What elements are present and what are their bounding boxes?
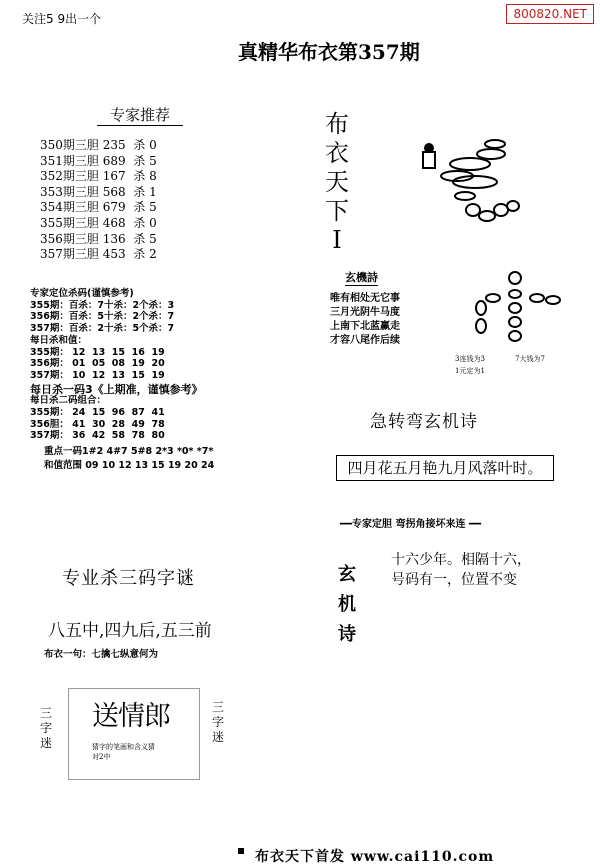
follow-note: 关注5 9出一个: [22, 12, 102, 26]
gift-riddle-hint: 猜字的笔画和含义猜: [92, 743, 155, 751]
xuanji-label: 玄机诗: [338, 564, 356, 645]
sum-range-line: 和值范围 09 10 12 13 15 19 20 24: [44, 459, 215, 471]
riddle-line: 唯有相处无它事: [330, 293, 400, 304]
expert-row: 354期三胆 679 杀 5: [40, 200, 157, 215]
riddle-side-label: 三字迷: [40, 706, 53, 750]
position-row: 356期：百杀：5十杀：2个杀：7: [30, 311, 175, 323]
riddle-line: 才容八尾作后续: [330, 335, 400, 346]
poem-boxed-line: 四月花五月艳九月风落叶时。: [336, 455, 554, 481]
site-badge[interactable]: 800820.NET: [506, 4, 594, 24]
one-code-line: 每日杀一码3《上期准，谨慎参考》: [30, 382, 203, 396]
coin-note: 7大钱为7: [515, 355, 545, 363]
position-row: 357期：百杀：2十杀：5个杀：7: [30, 323, 175, 335]
gift-riddle-word: 送情郎: [92, 701, 170, 732]
position-kill-block: [30, 288, 214, 472]
verse-line: 号码有一，位置不变: [391, 572, 517, 588]
expert-row: 357期三胆 453 杀 2: [40, 247, 157, 262]
poem-heading: 急转弯玄机诗: [370, 412, 478, 432]
page-title: 真精华布衣第357期: [238, 40, 420, 64]
expert-row: 350期三胆 235 杀 0: [40, 138, 157, 152]
coin-note: 3连钱为3: [455, 355, 485, 363]
expert-row: 352期三胆 167 杀 8: [40, 169, 157, 184]
expert-row: 351期三胆 689 杀 5: [40, 153, 157, 168]
kill-three-heading: 专业杀三码字谜: [62, 568, 195, 589]
sum-heading: 每日杀和值：: [30, 334, 88, 346]
two-code-row: 355期： 24 15 96 87 41: [30, 407, 165, 419]
expert-point-line: ━━专家定胆 弯拐角接坏来连 ━━: [340, 519, 482, 530]
expert-list: [40, 138, 157, 263]
key-points-line: 重点一码1#2 4#7 5#8 2*3 *0* *7*: [44, 446, 214, 458]
expert-row: 353期三胆 568 杀 1: [40, 184, 157, 199]
gift-riddle-hint: 对2中: [92, 753, 111, 761]
footer-dot-icon: [238, 848, 244, 854]
footer-credit[interactable]: 布衣天下首发 www.cai110.com: [255, 849, 495, 865]
expert-row: 355期三胆 468 杀 0: [40, 215, 157, 230]
riddle-line: 三月光阴牛马度: [330, 307, 400, 318]
sum-row: 357期： 10 12 13 15 19: [30, 369, 165, 381]
two-code-row: 357期： 36 42 58 78 80: [30, 430, 165, 442]
riddle-line: 上南下北蓝赢走: [330, 321, 400, 332]
expert-row: 356期三胆 136 杀 5: [40, 231, 157, 246]
coin-figure-icon: [465, 268, 565, 354]
sum-row: 356期： 01 05 08 19 20: [30, 358, 165, 370]
zodiac-label: 布衣天下I: [325, 110, 349, 254]
verse-line: 十六少年。相隔十六，: [391, 552, 531, 568]
two-code-row: 356胆： 41 30 28 49 78: [30, 418, 165, 430]
position-heading: 专家定位杀码(谨慎参考): [30, 288, 134, 299]
riddle-side-label: 三字迷: [212, 700, 225, 744]
kill-three-answer: 八五中,四九后,五三前: [48, 621, 212, 641]
riddle-lines: [330, 292, 400, 348]
scribble-art-icon: [415, 130, 525, 235]
riddle-heading: 玄機詩: [345, 271, 378, 284]
sum-row: 355期： 12 13 15 16 19: [30, 346, 165, 358]
two-code-heading: 每日杀二码组合：: [30, 395, 107, 407]
verse-block: [391, 550, 531, 590]
kill-three-clue: 布衣一句：七擒七纵意何为: [44, 649, 159, 660]
coin-note: 1元定为1: [455, 367, 485, 375]
expert-heading: 专家推荐: [97, 104, 183, 126]
position-row: 355期：百杀：7十杀：2个杀：3: [30, 299, 175, 311]
